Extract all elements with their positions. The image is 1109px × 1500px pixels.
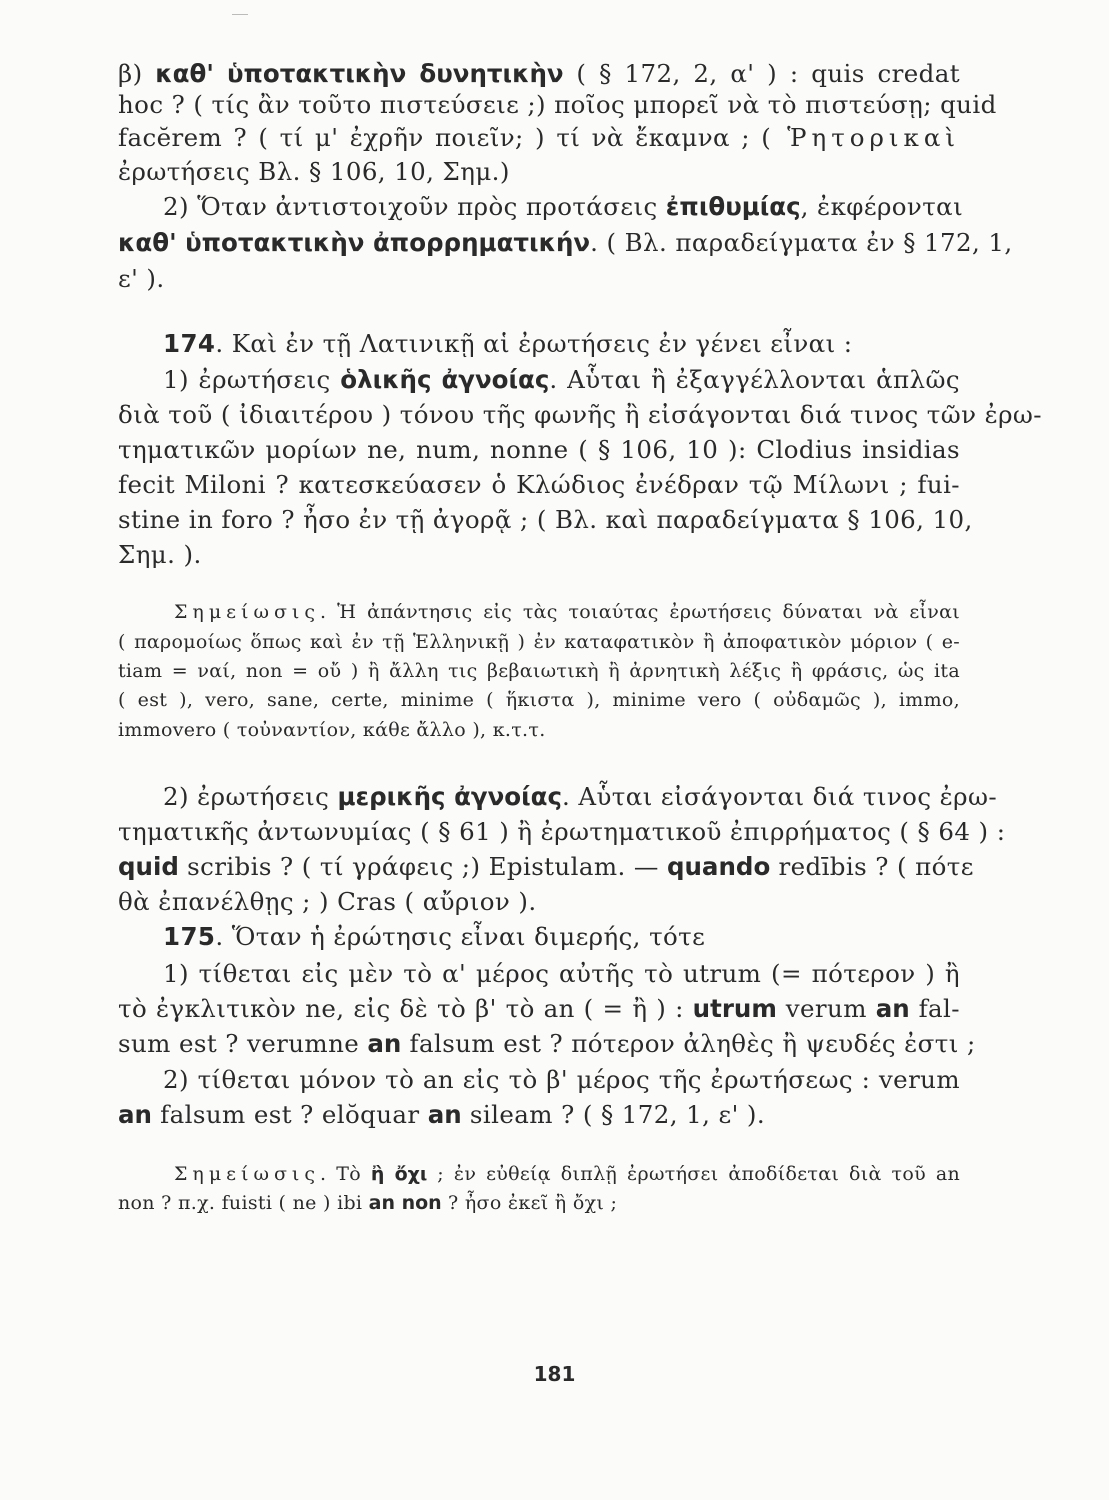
- scan-mark: [232, 14, 248, 15]
- bold-text: utrum: [692, 994, 777, 1023]
- note-line: [118, 716, 960, 744]
- text-line: [118, 885, 960, 919]
- text-segment: immovero ( τοὐναντίον, κάθε ἄλλο ), κ.τ.τ.: [118, 719, 546, 741]
- text-segment: ; ἐν εὐθείᾳ διπλῇ ἐρωτήσει ἀποδίδεται διὰ τοῦ an: [427, 1163, 961, 1185]
- text-line: [118, 503, 973, 537]
- text-line: [118, 1027, 976, 1061]
- text-segment: . Αὗται ἢ ἐξαγγέλλονται ἁπλῶς: [549, 365, 960, 394]
- text-segment: τηματικῶν μορίων ne, num, nonne ( § 106, 10 ): Clodius insidias: [118, 435, 960, 464]
- note-line: [174, 598, 960, 626]
- text-segment: ( παρομοίως ὅπως καὶ ἐν τῇ Ἑλληνικῇ ) ἐν καταφατικὸν ἢ ἀποφατικὸν μόριον ( e-: [118, 631, 960, 653]
- text-segment: ( § 172, 2, α' ) : quis credat: [563, 59, 960, 88]
- text-segment: . Τὸ: [320, 1163, 371, 1185]
- text-line: [118, 992, 960, 1026]
- note-line: [118, 628, 960, 656]
- text-segment: 2) Ὅταν ἀντιστοιχοῦν πρὸς προτάσεις: [163, 192, 666, 221]
- bold-text: an: [118, 1100, 152, 1129]
- text-segment: θὰ ἐπανέλθῃς ; ) Cras ( αὔριον ).: [118, 887, 537, 916]
- text-segment: fecit Miloni ? κατεσκεύασεν ὁ Κλώδιος ἐνέδραν τῷ Μίλωνι ; fui-: [118, 470, 960, 499]
- text-segment: . Ἡ ἀπάντησις εἰς τὰς τοιαύτας ἐρωτήσεις δύναται νὰ εἶναι: [320, 601, 960, 623]
- text-segment: sum est ? verumne: [118, 1029, 368, 1058]
- page-number: 181: [533, 1362, 576, 1386]
- bold-text: an: [875, 994, 910, 1023]
- text-segment: fal-: [909, 994, 960, 1023]
- text-segment: τηματικῆς ἀντωνυμίας ( § 61 ) ἢ ἐρωτηματικοῦ ἐπιρρήματος ( § 64 ) :: [118, 817, 1006, 846]
- text-segment: scribis ? ( τί γράφεις ;) Epistulam. —: [178, 852, 667, 881]
- text-line: [118, 398, 1042, 432]
- text-segment: falsum est ? elŏquar: [151, 1100, 428, 1129]
- text-line: [118, 121, 960, 155]
- text-line: [163, 920, 960, 954]
- text-line: [118, 226, 1013, 260]
- text-line: [118, 538, 960, 572]
- text-segment: Σημ. ).: [118, 540, 202, 569]
- text-segment: τὸ ἐγκλιτικὸν ne, εἰς δὲ τὸ β' τὸ an ( = ἢ ) :: [118, 994, 693, 1023]
- bold-text: 175: [163, 922, 216, 951]
- text-segment: ? ἦσο ἐκεῖ ἢ ὄχι ;: [441, 1192, 618, 1214]
- text-line: [118, 850, 974, 884]
- bold-text: ἢ ὄχι: [370, 1163, 428, 1185]
- text-line: [118, 262, 960, 296]
- text-segment: ἐρωτήσεις Βλ. § 106, 10, Σημ.): [118, 157, 510, 186]
- text-line: [118, 57, 960, 91]
- bold-text: μερικῆς ἀγνοίας: [337, 782, 563, 811]
- bold-text: quid: [118, 852, 179, 881]
- bold-text: ἐπιθυμίας: [665, 192, 801, 221]
- bold-text: καθ' ὑποτακτικὴν ἀπορρηματικήν: [118, 228, 591, 257]
- bold-text: 174: [163, 329, 216, 358]
- text-line: [118, 815, 1006, 849]
- text-line: [118, 88, 997, 122]
- text-segment: 1) τίθεται εἰς μὲν τὸ α' μέρος αὐτῆς τὸ utrum (= πότερον ) ἢ: [163, 959, 960, 988]
- text-line: [163, 363, 960, 397]
- text-segment: 1) ἐρωτήσεις: [163, 365, 341, 394]
- text-segment: διὰ τοῦ ( ἰδιαιτέρου ) τόνου τῆς φωνῆς ἢ εἰσάγονται διά τινος τῶν ἐρω-: [118, 400, 1042, 429]
- text-line: [163, 1063, 960, 1097]
- note-line: [118, 1189, 960, 1217]
- bold-text: an: [367, 1029, 402, 1058]
- text-line: [118, 155, 960, 189]
- text-line: [118, 468, 960, 502]
- text-segment: verum: [776, 994, 876, 1023]
- text-segment: redībis ? ( πότε: [770, 852, 974, 881]
- text-line: [118, 1098, 960, 1132]
- text-line: [118, 433, 960, 467]
- text-segment: sileam ? ( § 172, 1, ε' ).: [461, 1100, 766, 1129]
- text-segment: ( est ), vero, sane, certe, minime ( ἥκιστα ), minime vero ( οὐδαμῶς ), immo,: [118, 689, 960, 711]
- text-segment: facĕrem ? ( τί μ' ἐχρῆν ποιεῖν; ) τί νὰ ἔκαμνα ; (: [118, 123, 772, 152]
- text-segment: . Καὶ ἐν τῇ Λατινικῇ αἱ ἐρωτήσεις ἐν γένει εἶναι :: [215, 329, 853, 358]
- text-segment: 2) ἐρωτήσεις: [163, 782, 338, 811]
- text-line: [163, 327, 960, 361]
- text-line: [163, 957, 960, 991]
- text-segment: . ( Βλ. παραδείγματα ἐν § 172, 1,: [590, 228, 1013, 257]
- text-segment: β): [118, 59, 156, 88]
- text-segment: non ? π.χ. fuisti ( ne ) ibi: [118, 1192, 369, 1214]
- note-line: [118, 657, 960, 685]
- text-segment: stine in foro ? ἦσο ἐν τῇ ἀγορᾷ ; ( Βλ. καὶ παραδείγματα § 106, 10,: [118, 505, 973, 534]
- note-line: [174, 1160, 960, 1188]
- text-segment: hoc ? ( τίς ἂν τοῦτο πιστεύσειε ;) ποῖος μπορεῖ νὰ τὸ πιστεύσῃ; quid: [118, 90, 997, 119]
- text-segment: . Αὗται εἰσάγονται διά τινος ἐρω-: [562, 782, 998, 811]
- text-segment: ε' ).: [118, 264, 165, 293]
- text-segment: , ἐκφέρονται: [800, 192, 964, 221]
- text-segment: 2) τίθεται μόνον τὸ an εἰς τὸ β' μέρος τῆς ἐρωτήσεως : verum: [163, 1065, 960, 1094]
- note-line: [118, 686, 960, 714]
- text-line: [163, 780, 998, 814]
- bold-text: an: [427, 1100, 462, 1129]
- text-segment: Σημείωσις: [174, 1163, 321, 1185]
- bold-text: an non: [368, 1192, 442, 1214]
- bold-text: ὁλικῆς ἀγνοίας: [340, 365, 550, 394]
- text-segment: Ῥητορικαὶ: [771, 123, 960, 152]
- bold-text: καθ' ὑποτακτικὴν δυνητικὴν: [155, 59, 564, 88]
- text-segment: tiam = ναί, non = οὔ ) ἢ ἄλλη τις βεβαιωτικὴ ἢ ἀρνητικὴ λέξις ἢ φράσις, ὡς ita: [118, 660, 960, 682]
- text-segment: falsum est ? πότερον ἀληθὲς ἢ ψευδές ἐστι ;: [401, 1029, 976, 1058]
- bold-text: quando: [666, 852, 771, 881]
- text-line: [163, 190, 964, 224]
- text-segment: Σημείωσις: [174, 601, 321, 623]
- text-segment: . Ὅταν ἡ ἐρώτησις εἶναι διμερής, τότε: [215, 922, 706, 951]
